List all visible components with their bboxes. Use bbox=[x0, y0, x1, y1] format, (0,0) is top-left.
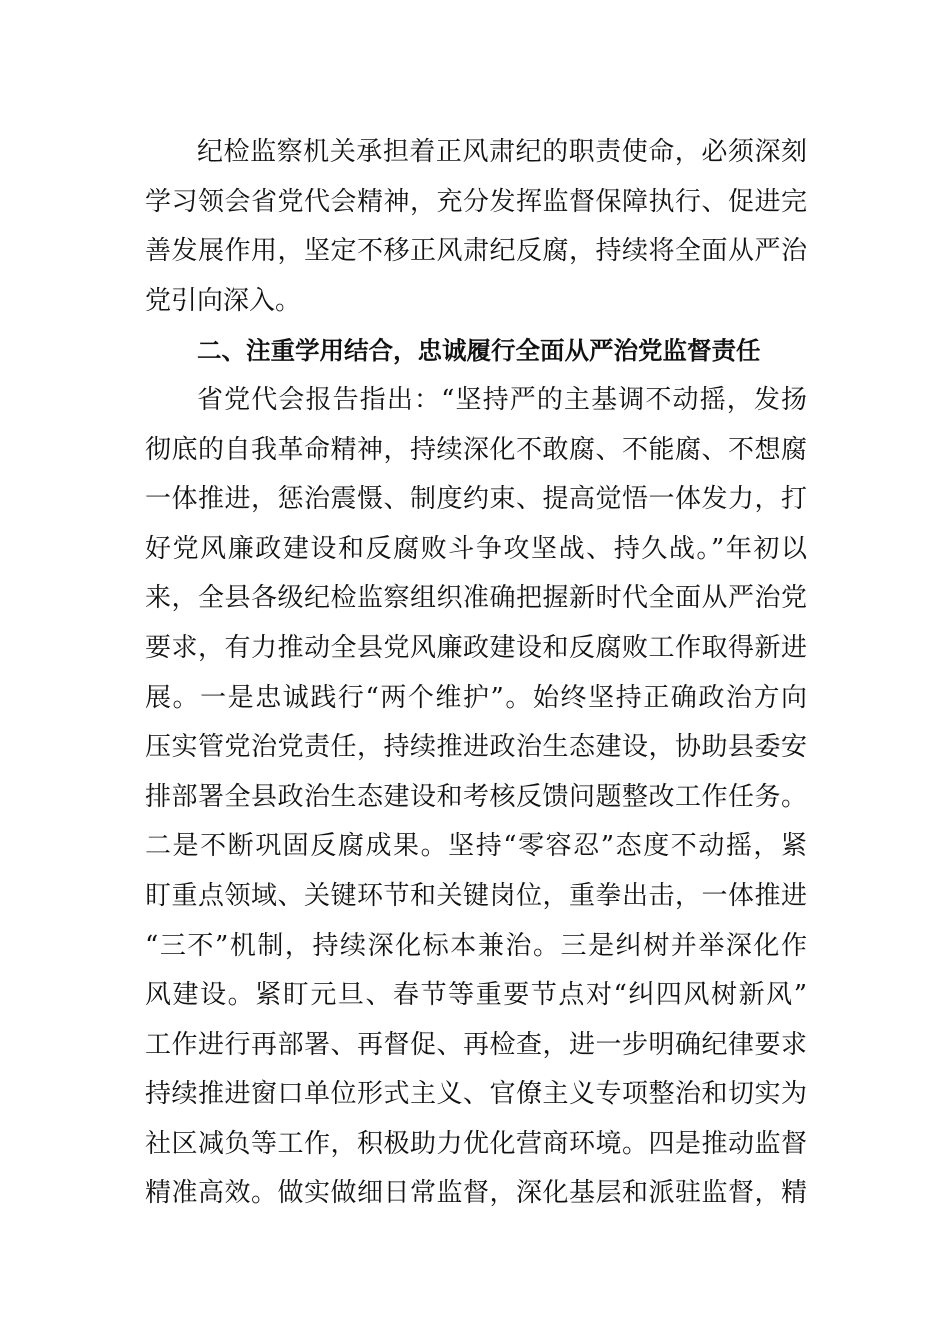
paragraph-line: 风建设。紧盯元旦、春节等重要节点对“纠四风树新风” bbox=[145, 980, 807, 1011]
paragraph-line: 压实管党治党责任，持续推进政治生态建设，协助县委安 bbox=[145, 732, 807, 763]
paragraph-line: 善发展作用，坚定不移正风肃纪反腐，持续将全面从严治 bbox=[145, 236, 807, 267]
paragraph-line: 精准高效。做实做细日常监督，深化基层和派驻监督，精 bbox=[145, 1178, 807, 1209]
paragraph-line: 好党风廉政建设和反腐败斗争攻坚战、持久战。”年初以 bbox=[145, 533, 807, 564]
paragraph-1 bbox=[145, 128, 807, 326]
paragraph-line: 二是不断巩固反腐成果。坚持“零容忍”态度不动摇，紧 bbox=[145, 831, 807, 862]
paragraph-line: 社区减负等工作，积极助力优化营商环境。四是推动监督 bbox=[145, 1128, 807, 1159]
paragraph-line: 来，全县各级纪检监察组织准确把握新时代全面从严治党 bbox=[145, 583, 807, 614]
paragraph-line: 持续推进窗口单位形式主义、官僚主义专项整治和切实为 bbox=[145, 1079, 807, 1110]
paragraph-line: 纪检监察机关承担着正风肃纪的职责使命，必须深刻 bbox=[197, 137, 807, 167]
paragraph-line: 学习领会省党代会精神，充分发挥监督保障执行、促进完 bbox=[145, 186, 807, 217]
document-body bbox=[145, 128, 807, 1219]
paragraph-line: 要求，有力推动全县党风廉政建设和反腐败工作取得新进 bbox=[145, 632, 807, 663]
paragraph-line: 排部署全县政治生态建设和考核反馈问题整改工作任务。 bbox=[145, 781, 807, 812]
paragraph-line: 盯重点领域、关键环节和关键岗位，重拳出击，一体推进 bbox=[145, 880, 807, 911]
paragraph-2 bbox=[145, 376, 807, 1219]
paragraph-line: 展。一是忠诚践行“两个维护”。始终坚持正确政治方向 bbox=[145, 682, 807, 713]
paragraph-line: “三不”机制，持续深化标本兼治。三是纠树并举深化作 bbox=[145, 930, 807, 961]
paragraph-line: 工作进行再部署、再督促、再检查，进一步明确纪律要求 bbox=[145, 1029, 807, 1060]
section-heading: 二、注重学用结合，忠诚履行全面从严治党监督责任 bbox=[197, 336, 761, 366]
paragraph-line: 一体推进，惩治震慑、制度约束、提高觉悟一体发力，打 bbox=[145, 484, 807, 515]
paragraph-line: 党引向深入。 bbox=[145, 285, 302, 316]
paragraph-line: 彻底的自我革命精神，持续深化不敢腐、不能腐、不想腐 bbox=[145, 434, 807, 465]
paragraph-line: 省党代会报告指出：“坚持严的主基调不动摇，发扬 bbox=[197, 384, 807, 415]
